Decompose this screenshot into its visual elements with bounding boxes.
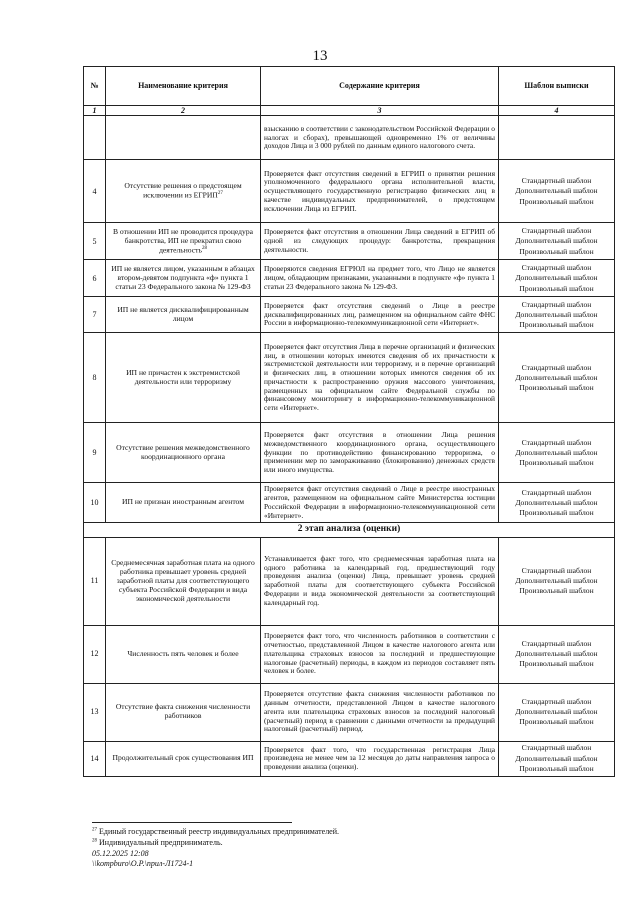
row-number: 10 bbox=[84, 483, 106, 523]
criterion-name bbox=[106, 537, 261, 625]
criterion-content: Проверяется факт отсутствия сведений в ЕГРИП о принятии решения уполномоченного федерального органа исполнительной власти, осуществляющего государственную регистрацию физических лиц в качестве индивидуальных предпринимателей, о предстоящем исключении Лица из ЕГРИП. bbox=[261, 160, 499, 223]
template-options bbox=[499, 223, 615, 260]
footnote-rule bbox=[92, 822, 292, 823]
criterion-content: Проверяются сведения ЕГРЮЛ на предмет того, что Лицо не является лицом, обладающим признаками, указанными в подпункте «ф» пункта 1 статьи 23 Федерального закона № 129-ФЗ. bbox=[261, 260, 499, 297]
template-option: Произвольный шаблон bbox=[519, 196, 594, 206]
criterion-name-text: ИП не является дисквалифицированным лицом bbox=[117, 304, 249, 323]
template-option: Дополнительный шаблон bbox=[515, 236, 598, 246]
template-option: Стандартный шаблон bbox=[521, 638, 592, 648]
stamp-path: \\kompburo\О.Р.\прил-Л1724-1 bbox=[92, 859, 194, 869]
table-row bbox=[84, 297, 615, 333]
template-options bbox=[499, 297, 615, 333]
row-number: 12 bbox=[84, 625, 106, 683]
row-number: 8 bbox=[84, 333, 106, 423]
footnote-ref: 28 bbox=[201, 245, 207, 251]
footnote-ref: 27 bbox=[217, 191, 223, 197]
criterion-name bbox=[106, 741, 261, 776]
template-option: Стандартный шаблон bbox=[521, 565, 592, 575]
column-index: 2 bbox=[106, 106, 261, 116]
table-row bbox=[84, 223, 615, 260]
criterion-content: Проверяется факт отсутствия сведений о Лице в реестре иностранных агентов, размещенном на официальном сайте Министерства юстиции Российской Федерации в информационно-телекоммуникационной сети «Интернет». bbox=[261, 483, 499, 523]
header-num: № bbox=[84, 67, 106, 106]
template-option: Стандартный шаблон bbox=[521, 437, 592, 447]
row-number: 7 bbox=[84, 297, 106, 333]
template-option: Стандартный шаблон bbox=[521, 696, 592, 706]
template-options bbox=[499, 741, 615, 776]
template-option: Дополнительный шаблон bbox=[515, 309, 598, 319]
template-options bbox=[499, 333, 615, 423]
template-options bbox=[499, 483, 615, 523]
criterion-name-text: Среднемесячная заработная плата на одного работника превышает уровень средней заработной платы для соответствующего субъекта Российской Федерации и вида экономической деятельности bbox=[111, 557, 255, 603]
header-content: Содержание критерия bbox=[261, 67, 499, 106]
criterion-content: Проверяется факт отсутствия Лица в перечне организаций и физических лиц, в отношении которых имеются сведения об их причастности к экстремистской деятельности или терроризму, и в перечне организаций и физических лиц, в отношении которых имеются сведения об их причастности к распространению оружия массового уничтожения, размещенных на официальном сайте Федеральной службы по финансовому мониторингу в информационно-телекоммуникационной сети «Интернет». bbox=[261, 333, 499, 423]
template-option: Произвольный шаблон bbox=[519, 458, 594, 468]
criterion-content: Устанавливается факт того, что среднемесячная заработная плата на одного работника за календарный год, предшествующий году проведения анализа (оценки) Лица, превышает уровень средней заработной платы для соответствующего субъекта Российской Федерации и вида экономической деятельности за соответствующий календарный год. bbox=[261, 537, 499, 625]
footnote-27: $^{27}$ Единый государственный реестр индивидуальных предпринимателей. bbox=[92, 827, 340, 836]
continuation-row bbox=[84, 116, 615, 160]
criterion-name-text: Продолжительный срок существования ИП bbox=[112, 753, 254, 763]
criterion-name bbox=[106, 423, 261, 483]
criterion-name-text: Отсутствие решения межведомственного координационного органа bbox=[116, 442, 250, 461]
template-option: Стандартный шаблон bbox=[521, 176, 592, 186]
template-options bbox=[499, 683, 615, 741]
criterion-name-text: ИП не признан иностранным агентом bbox=[121, 497, 244, 507]
column-index-row bbox=[84, 106, 615, 116]
row-number: 9 bbox=[84, 423, 106, 483]
header-row bbox=[84, 67, 615, 106]
criterion-name bbox=[106, 223, 261, 260]
criterion-content: Проверяется факт отсутствия в отношении Лица решения межведомственного координационного органа, осуществляющего функции по противодействию финансированию терроризма, о применении мер по замораживанию (блокированию) денежных средств или иного имущества. bbox=[261, 423, 499, 483]
template-option: Произвольный шаблон bbox=[519, 283, 594, 293]
criterion-name bbox=[106, 483, 261, 523]
criterion-content: Проверяется факт отсутствия сведений о Лице в реестре дисквалифицированных лиц, размещенном на официальном сайте ФНС России в информационно-телекоммуникационной сети «Интернет». bbox=[261, 297, 499, 333]
column-index: 3 bbox=[261, 106, 499, 116]
table-row bbox=[84, 333, 615, 423]
template-option: Произвольный шаблон bbox=[519, 763, 594, 773]
criterion-name bbox=[106, 625, 261, 683]
template-option: Стандартный шаблон bbox=[521, 487, 592, 497]
criterion-content: Проверяется факт того, что государственная регистрация Лица произведена не менее чем за 12 месяцев до даты направления запроса о проведении анализа (оценки). bbox=[261, 741, 499, 776]
template-option: Стандартный шаблон bbox=[521, 362, 592, 372]
row-number: 11 bbox=[84, 537, 106, 625]
template-option: Произвольный шаблон bbox=[519, 659, 594, 669]
criterion-content: Проверяется отсутствие факта снижения численности работников по данным отчетности, представленной Лицом в качестве налогового агента или плательщика страховых взносов за последний налоговый (расчетный) период в сравнении с данными отчетности за предыдущий налоговый (расчетный) период. bbox=[261, 683, 499, 741]
criterion-content: Проверяется факт того, что численность работников в соответствии с отчетностью, представленной Лицом в качестве налогового агента или плательщика страховых взносов за последний и предшествующие налоговые (расчетный) периоды, в каждом из периодов составляет пять человек и более. bbox=[261, 625, 499, 683]
column-index: 1 bbox=[84, 106, 106, 116]
criterion-name bbox=[106, 683, 261, 741]
template-option: Стандартный шаблон bbox=[521, 743, 592, 753]
row-number: 5 bbox=[84, 223, 106, 260]
template-option: Стандартный шаблон bbox=[521, 226, 592, 236]
template-options bbox=[499, 260, 615, 297]
template-option: Дополнительный шаблон bbox=[515, 273, 598, 283]
template-option: Произвольный шаблон bbox=[519, 586, 594, 596]
template-options bbox=[499, 160, 615, 223]
table-row bbox=[84, 537, 615, 625]
table-row bbox=[84, 423, 615, 483]
template-option: Произвольный шаблон bbox=[519, 320, 594, 330]
row-number: 6 bbox=[84, 260, 106, 297]
criterion-name-text: ИП не причастен к экстремистской деятельности или терроризму bbox=[126, 367, 240, 386]
criterion-name bbox=[106, 160, 261, 223]
template-options bbox=[499, 423, 615, 483]
template-options bbox=[499, 537, 615, 625]
row-number: 13 bbox=[84, 683, 106, 741]
table-row bbox=[84, 683, 615, 741]
template-option: Дополнительный шаблон bbox=[515, 576, 598, 586]
criterion-name-text: ИП не является лицом, указанным в абзацах втором-девятом подпункта «ф» пункта 1 статьи 23 Федерального закона № 129-ФЗ bbox=[111, 264, 255, 291]
template-option: Дополнительный шаблон bbox=[515, 649, 598, 659]
template-option: Произвольный шаблон bbox=[519, 508, 594, 518]
criterion-content: Проверяется факт отсутствия в отношении Лица сведений в ЕГРИП об одной из следующих процедур: банкротства, прекращения деятельности. bbox=[261, 223, 499, 260]
criteria-table bbox=[83, 66, 615, 777]
criterion-name bbox=[106, 260, 261, 297]
table-row bbox=[84, 483, 615, 523]
criterion-name bbox=[106, 333, 261, 423]
stage-title: 2 этап анализа (оценки) bbox=[84, 523, 615, 537]
column-index: 4 bbox=[499, 106, 615, 116]
criterion-name-text: В отношении ИП не проводится процедура банкротства, ИП не прекратил свою деятельность bbox=[112, 226, 254, 255]
table-row bbox=[84, 160, 615, 223]
table-row bbox=[84, 625, 615, 683]
template-option: Дополнительный шаблон bbox=[515, 497, 598, 507]
template-option: Дополнительный шаблон bbox=[515, 372, 598, 382]
template-option: Произвольный шаблон bbox=[519, 246, 594, 256]
template-option: Стандартный шаблон bbox=[521, 263, 592, 273]
template-option: Произвольный шаблон bbox=[519, 383, 594, 393]
row-number: 14 bbox=[84, 741, 106, 776]
footnotes bbox=[92, 822, 612, 870]
row-number: 4 bbox=[84, 160, 106, 223]
stage-row bbox=[84, 523, 615, 537]
criterion-name-text: Отсутствие факта снижения численности работников bbox=[115, 702, 251, 721]
header-template: Шаблон выписки bbox=[499, 67, 615, 106]
header-name: Наименование критерия bbox=[106, 67, 261, 106]
continuation-content: взысканию в соответствии с законодательством Российской Федерации о налогах и сборах), превышающей одновременно 1% от величины доходов Лица и 3 000 рублей по данным единого налогового счета. bbox=[261, 116, 499, 160]
template-option: Произвольный шаблон bbox=[519, 717, 594, 727]
stamp-date: 05.12.2025 12:08 bbox=[92, 848, 149, 858]
template-option: Дополнительный шаблон bbox=[515, 753, 598, 763]
page-number: 13 bbox=[312, 48, 328, 64]
footnote-28: $^{28}$ Индивидуальный предприниматель. bbox=[92, 837, 223, 847]
template-option: Дополнительный шаблон bbox=[515, 707, 598, 717]
criterion-name bbox=[106, 297, 261, 333]
template-options bbox=[499, 625, 615, 683]
table-row bbox=[84, 260, 615, 297]
template-option: Дополнительный шаблон bbox=[515, 186, 598, 196]
table-row bbox=[84, 741, 615, 776]
criterion-name-text: Отсутствие решения о предстоящем исключении из ЕГРИП bbox=[124, 181, 242, 200]
template-option: Стандартный шаблон bbox=[521, 299, 592, 309]
criterion-name-text: Численность пять человек и более bbox=[127, 648, 239, 658]
template-option: Дополнительный шаблон bbox=[515, 447, 598, 457]
